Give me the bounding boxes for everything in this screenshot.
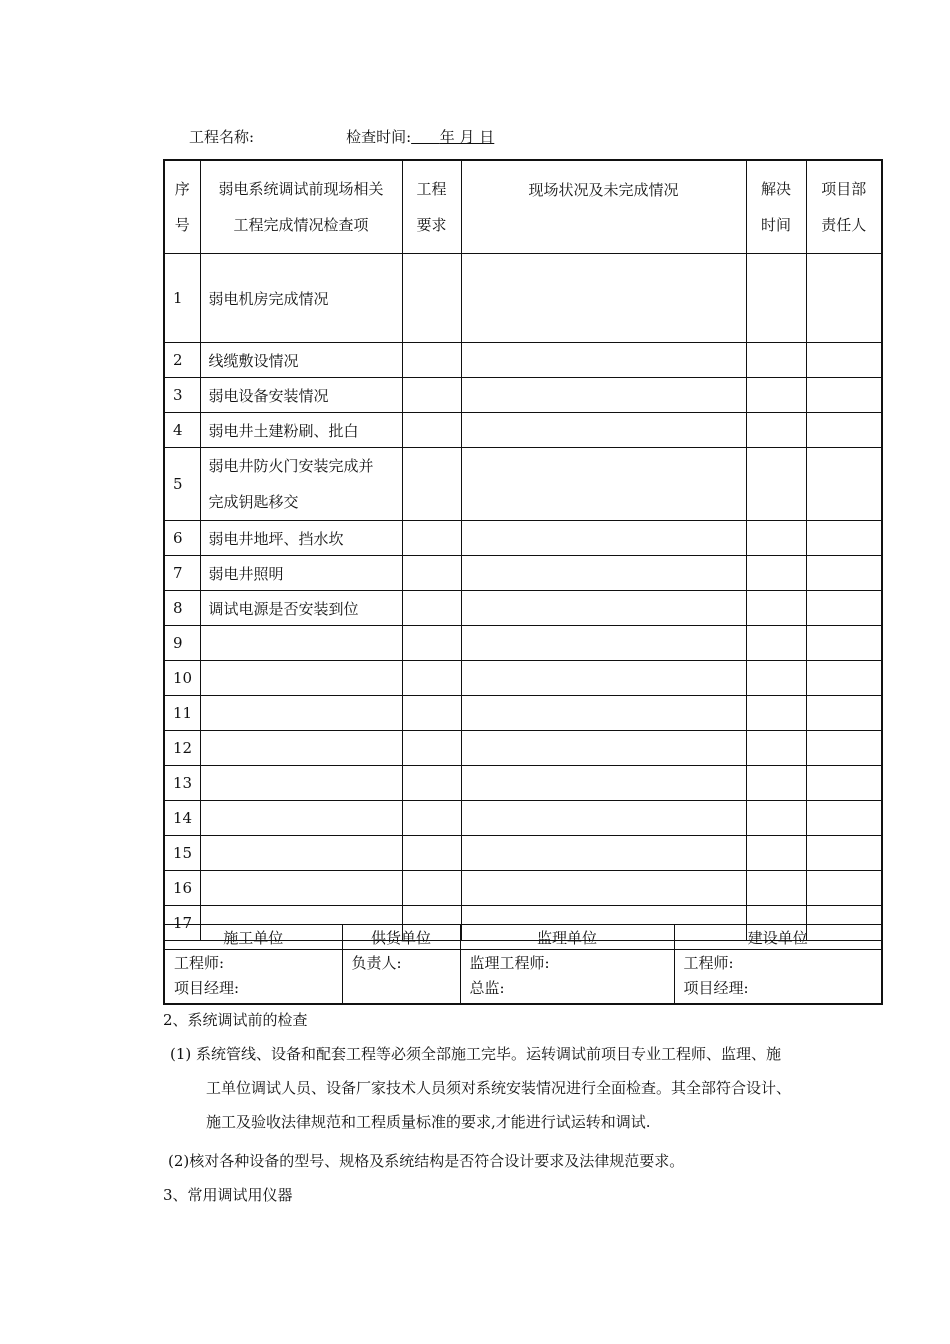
row-seq: 15 [164, 836, 200, 871]
owner-cell[interactable] [806, 591, 882, 626]
section-2-item-1 [170, 1037, 870, 1139]
owner-cell[interactable] [806, 696, 882, 731]
row-seq: 1 [164, 254, 200, 343]
requirement-cell[interactable] [402, 521, 461, 556]
item-1-line-2: 工单位调试人员、设备厂家技术人员须对系统安装情况进行全面检查。其全部符合设计、 [206, 1079, 792, 1097]
requirement-cell[interactable] [402, 731, 461, 766]
unit-construction: 施工单位 [164, 925, 342, 950]
row-item: 调试电源是否安装到位 [200, 591, 402, 626]
resolve-time-cell[interactable] [746, 836, 806, 871]
date-suffix: 年 月 日 [439, 128, 495, 146]
row-item[interactable] [200, 661, 402, 696]
status-cell[interactable] [461, 591, 746, 626]
row-item[interactable] [200, 871, 402, 906]
status-cell[interactable] [461, 626, 746, 661]
col-header-resolve-time: 解决 时间 [746, 160, 806, 254]
owner-cell[interactable] [806, 871, 882, 906]
responsible-label: 负责人: [351, 954, 402, 972]
check-time-label: 检查时间: [346, 128, 412, 146]
item-1-line-3: 施工及验收法律规范和工程质量标准的要求,才能进行试运转和调试. [206, 1113, 651, 1131]
row-item[interactable] [200, 766, 402, 801]
table-row [164, 591, 882, 626]
resolve-time-cell[interactable] [746, 521, 806, 556]
requirement-cell[interactable] [402, 254, 461, 343]
engineer-label: 工程师: [174, 954, 225, 972]
unit-supplier: 供货单位 [342, 925, 460, 950]
row-seq: 10 [164, 661, 200, 696]
supervision-engineer-label: 监理工程师: [469, 954, 550, 972]
owner-cell[interactable] [806, 343, 882, 378]
resolve-time-cell[interactable] [746, 661, 806, 696]
status-cell[interactable] [461, 871, 746, 906]
requirement-cell[interactable] [402, 343, 461, 378]
resolve-time-cell[interactable] [746, 413, 806, 448]
signoff-table [163, 924, 883, 1005]
requirement-cell[interactable] [402, 871, 461, 906]
status-cell[interactable] [461, 556, 746, 591]
resolve-time-cell[interactable] [746, 343, 806, 378]
resolve-time-cell[interactable] [746, 556, 806, 591]
row-seq: 11 [164, 696, 200, 731]
table-row [164, 521, 882, 556]
row-item: 弱电设备安装情况 [200, 378, 402, 413]
row-item: 弱电井防火门安装完成并 完成钥匙移交 [200, 448, 402, 521]
owner-cell[interactable] [806, 801, 882, 836]
status-cell[interactable] [461, 696, 746, 731]
col-header-requirement: 工程 要求 [402, 160, 461, 254]
row-seq: 17 [164, 906, 200, 941]
col-header-status: 现场状况及未完成情况 [461, 160, 746, 254]
table-row [164, 626, 882, 661]
row-item[interactable] [200, 626, 402, 661]
table-row [164, 448, 882, 521]
row-seq: 2 [164, 343, 200, 378]
row-item: 弱电井照明 [200, 556, 402, 591]
row-seq: 8 [164, 591, 200, 626]
manager-label: 项目经理: [174, 979, 240, 997]
section-2-title: 2、系统调试前的检查 [163, 1011, 308, 1029]
owner-cell[interactable] [806, 626, 882, 661]
status-cell[interactable] [461, 521, 746, 556]
row-item[interactable] [200, 801, 402, 836]
col-header-item: 弱电系统调试前现场相关 工程完成情况检查项 [200, 160, 402, 254]
requirement-cell[interactable] [402, 661, 461, 696]
table-row [164, 801, 882, 836]
requirement-cell[interactable] [402, 448, 461, 521]
col-header-seq: 序 号 [164, 160, 200, 254]
section-2-item-2: (2)核对各种设备的型号、规格及系统结构是否符合设计要求及法律规范要求。 [168, 1152, 685, 1170]
status-cell[interactable] [461, 343, 746, 378]
table-header-row [164, 160, 882, 254]
table-row [164, 836, 882, 871]
owner-cell[interactable] [806, 413, 882, 448]
unit-supervision: 监理单位 [460, 925, 674, 950]
table-row [164, 254, 882, 343]
owner-cell[interactable] [806, 661, 882, 696]
status-cell[interactable] [461, 378, 746, 413]
resolve-time-cell[interactable] [746, 731, 806, 766]
table-row [164, 661, 882, 696]
requirement-cell[interactable] [402, 801, 461, 836]
resolve-time-cell[interactable] [746, 448, 806, 521]
row-item: 线缆敷设情况 [200, 343, 402, 378]
signoff-signature-row [164, 950, 882, 1005]
resolve-time-cell[interactable] [746, 378, 806, 413]
row-seq: 9 [164, 626, 200, 661]
owner-signature[interactable] [674, 950, 882, 1005]
status-cell[interactable] [461, 413, 746, 448]
construction-signature[interactable] [164, 950, 342, 1005]
row-seq: 3 [164, 378, 200, 413]
table-row [164, 696, 882, 731]
chief-supervisor-label: 总监: [469, 979, 505, 997]
table-row [164, 766, 882, 801]
row-item[interactable] [200, 731, 402, 766]
engineer-label: 工程师: [683, 954, 734, 972]
requirement-cell[interactable] [402, 591, 461, 626]
row-item: 弱电机房完成情况 [200, 254, 402, 343]
resolve-time-cell[interactable] [746, 766, 806, 801]
table-row [164, 871, 882, 906]
owner-cell[interactable] [806, 556, 882, 591]
resolve-time-cell[interactable] [746, 871, 806, 906]
row-item: 弱电井地坪、挡水坎 [200, 521, 402, 556]
requirement-cell[interactable] [402, 626, 461, 661]
manager-label: 项目经理: [683, 979, 749, 997]
supplier-signature[interactable] [342, 950, 460, 1005]
status-cell[interactable] [461, 661, 746, 696]
requirement-cell[interactable] [402, 413, 461, 448]
table-row [164, 731, 882, 766]
unit-owner: 建设单位 [674, 925, 882, 950]
owner-cell[interactable] [806, 731, 882, 766]
check-date-field[interactable] [411, 128, 494, 146]
requirement-cell[interactable] [402, 556, 461, 591]
status-cell[interactable] [461, 836, 746, 871]
owner-cell[interactable] [806, 254, 882, 343]
row-seq: 12 [164, 731, 200, 766]
row-seq: 6 [164, 521, 200, 556]
supervision-signature[interactable] [460, 950, 674, 1005]
inspection-table [163, 159, 883, 941]
row-seq: 16 [164, 871, 200, 906]
owner-cell[interactable] [806, 378, 882, 413]
requirement-cell[interactable] [402, 766, 461, 801]
status-cell[interactable] [461, 801, 746, 836]
table-row [164, 378, 882, 413]
status-cell[interactable] [461, 766, 746, 801]
item-1-line-1: (1) 系统管线、设备和配套工程等必须全部施工完毕。运转调试前项目专业工程师、监理、施 [170, 1045, 782, 1063]
signoff-units-row [164, 925, 882, 950]
table-row [164, 556, 882, 591]
row-seq: 13 [164, 766, 200, 801]
status-cell[interactable] [461, 731, 746, 766]
form-header [189, 126, 494, 148]
resolve-time-cell[interactable] [746, 626, 806, 661]
resolve-time-cell[interactable] [746, 801, 806, 836]
row-item: 弱电井土建粉刷、批白 [200, 413, 402, 448]
col-header-owner: 项目部 责任人 [806, 160, 882, 254]
requirement-cell[interactable] [402, 696, 461, 731]
owner-cell[interactable] [806, 448, 882, 521]
table-row [164, 343, 882, 378]
resolve-time-cell[interactable] [746, 254, 806, 343]
status-cell[interactable] [461, 448, 746, 521]
row-seq: 4 [164, 413, 200, 448]
owner-cell[interactable] [806, 836, 882, 871]
requirement-cell[interactable] [402, 378, 461, 413]
owner-cell[interactable] [806, 521, 882, 556]
resolve-time-cell[interactable] [746, 591, 806, 626]
row-item[interactable] [200, 696, 402, 731]
resolve-time-cell[interactable] [746, 696, 806, 731]
requirement-cell[interactable] [402, 836, 461, 871]
table-row [164, 413, 882, 448]
row-seq: 5 [164, 448, 200, 521]
row-seq: 7 [164, 556, 200, 591]
row-seq: 14 [164, 801, 200, 836]
project-name-label: 工程名称: [189, 128, 255, 146]
section-3-title: 3、常用调试用仪器 [163, 1186, 293, 1204]
row-item[interactable] [200, 836, 402, 871]
status-cell[interactable] [461, 254, 746, 343]
owner-cell[interactable] [806, 766, 882, 801]
